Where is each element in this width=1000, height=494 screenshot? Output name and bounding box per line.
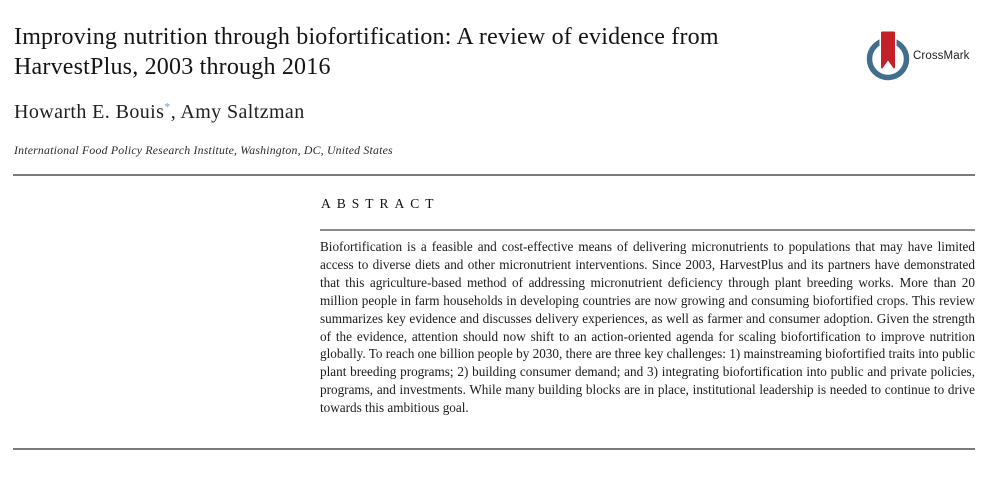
crossmark-icon xyxy=(866,30,910,81)
footer-divider xyxy=(13,448,975,450)
abstract-heading: ABSTRACT xyxy=(321,196,440,211)
affiliation-line: International Food Policy Research Institute, Washington, DC, United States xyxy=(14,143,393,157)
paper-title xyxy=(14,22,719,82)
paper-title-line-2: HarvestPlus, 2003 through 2016 xyxy=(14,54,331,80)
crossmark-label: CrossMark xyxy=(913,49,970,62)
crossmark-badge[interactable] xyxy=(866,30,970,81)
abstract-body: Biofortification is a feasible and cost-effective means of delivering micronutrients to populations that may have limited access to diverse diets and other micronutrient interventions. Since 2003, HarvestPlus and its partners have demonstrated that this agriculture-based method of addressing micronutrient deficiency through plant breeding works. More than 20 million people in farm households in developing countries are now growing and consuming biofortified crops. This review summarizes key evidence and discusses delivery experiences, as well as farmer and consumer adoption. Given the strength of the evidence, attention should now shift to an action-oriented agenda for scaling biofortification to improve nutrition globally. To reach one billion people by 2030, there are three key challenges: 1) mainstreaming biofortified traits into public plant breeding programs; 2) building consumer demand; and 3) integrating biofortification into public and private policies, programs, and investments. While many building blocks are in place, institutional leadership is needed to continue to drive towards this ambitious goal. xyxy=(320,239,975,416)
header-divider xyxy=(13,174,975,176)
authors-line xyxy=(14,101,305,124)
abstract-divider xyxy=(320,229,975,231)
paper-title-line-1: Improving nutrition through biofortification: A review of evidence from xyxy=(14,24,719,50)
author-1: Howarth E. Bouis xyxy=(14,101,165,123)
author-2: , Amy Saltzman xyxy=(170,101,305,123)
corresponding-author-marker[interactable]: * xyxy=(164,99,171,114)
